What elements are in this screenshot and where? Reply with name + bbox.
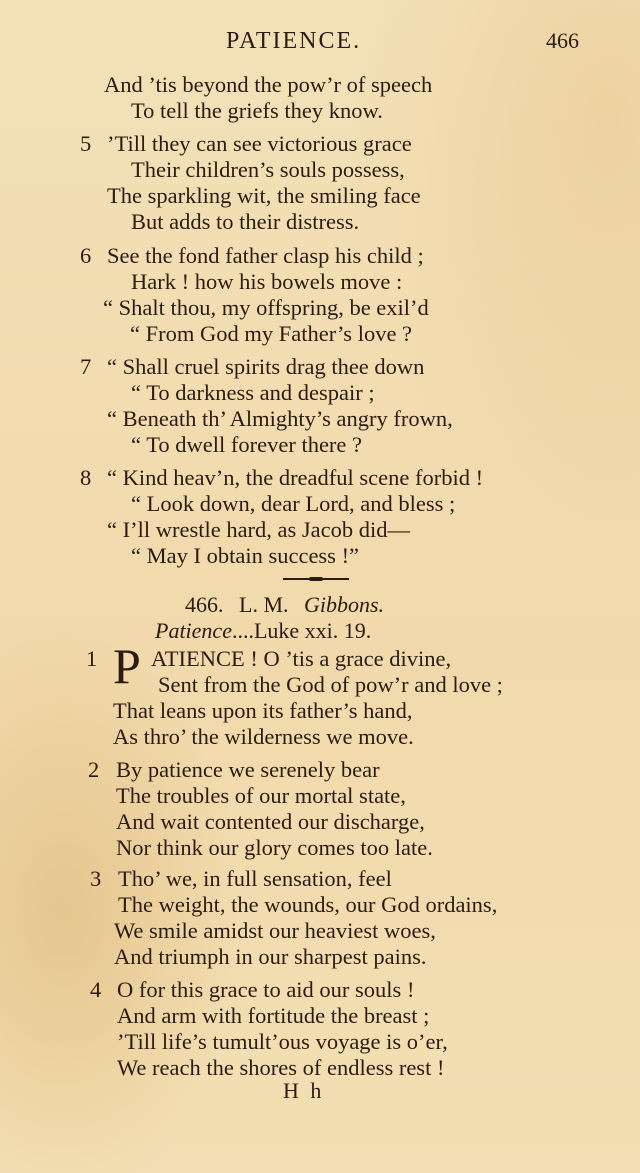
signature-mark: H h: [283, 1078, 325, 1103]
page-title: PATIENCE.: [226, 28, 362, 54]
verse-number: 3: [90, 866, 102, 891]
verse-line: As thro’ the wilderness we move.: [113, 724, 414, 749]
verse-line: We reach the shores of endless rest !: [117, 1055, 445, 1080]
verse-number: 5: [80, 131, 92, 156]
hymn-subtitle: [155, 618, 371, 644]
hymn-meter: L. M.: [239, 592, 289, 617]
verse-line: The weight, the wounds, our God ordains,: [118, 892, 498, 917]
hymn-heading: [185, 592, 384, 618]
verse-line: “ To dwell forever there ?: [131, 432, 363, 457]
verse-line: “ Beneath th’ Almighty’s angry frown,: [107, 406, 453, 431]
verse-number: 1: [86, 646, 98, 671]
drop-cap: P: [113, 638, 141, 694]
hymn-composer: Gibbons.: [304, 592, 385, 617]
hymn-scripture: ....Luke xxi. 19.: [231, 618, 372, 643]
verse-line: Tho’ we, in full sensation, feel: [118, 866, 392, 891]
verse-line: Hark ! how his bowels move :: [131, 269, 403, 294]
verse-number: 7: [80, 354, 92, 379]
verse-line: ’Till life’s tumult’ous voyage is o’er,: [117, 1029, 448, 1054]
verse-number: 8: [80, 465, 92, 490]
ornamental-rule: [283, 577, 349, 581]
verse-line: The sparkling wit, the smiling face: [107, 183, 421, 208]
running-header: [0, 28, 640, 60]
hymn-topic: Patience: [155, 618, 232, 643]
verse-line: See the fond father clasp his child ;: [107, 243, 424, 268]
verse-line: ’Till they can see victorious grace: [107, 131, 412, 156]
verse-line: The troubles of our mortal state,: [116, 783, 406, 808]
page-number: 466: [546, 28, 579, 53]
verse-line: “ Kind heav’n, the dreadful scene forbid !: [107, 465, 484, 490]
verse-line: And arm with fortitude the breast ;: [117, 1003, 430, 1028]
verse-line: We smile amidst our heaviest woes,: [114, 918, 436, 943]
verse-line: “ May I obtain success !”: [131, 543, 360, 568]
verse-line: That leans upon its father’s hand,: [113, 698, 413, 723]
verse-line: “ Look down, dear Lord, and bless ;: [131, 491, 456, 516]
verse-line: ATIENCE ! O ’tis a grace divine,: [151, 646, 452, 671]
verse-line: To tell the griefs they know.: [131, 98, 383, 123]
hymn-number: 466.: [185, 592, 224, 617]
verse-line: Nor think our glory comes too late.: [116, 835, 433, 860]
verse-line: And triumph in our sharpest pains.: [114, 944, 427, 969]
verse-line: “ Shall cruel spirits drag thee down: [107, 354, 425, 379]
verse-line: And ’tis beyond the pow’r of speech: [104, 72, 433, 97]
verse-number: 6: [80, 243, 92, 268]
verse-line: O for this grace to aid our souls !: [117, 977, 415, 1002]
verse-line: “ Shalt thou, my offspring, be exil’d: [103, 295, 429, 320]
verse-number: 4: [90, 977, 102, 1002]
verse-line: And wait contented our discharge,: [116, 809, 425, 834]
verse-line: By patience we serenely bear: [116, 757, 380, 782]
verse-line: “ To darkness and despair ;: [131, 380, 375, 405]
verse-line: Their children’s souls possess,: [131, 157, 405, 182]
verse-number: 2: [88, 757, 100, 782]
verse-line: Sent from the God of pow’r and love ;: [158, 672, 503, 697]
verse-line: But adds to their distress.: [131, 209, 360, 234]
verse-line: “ I’ll wrestle hard, as Jacob did—: [107, 517, 411, 542]
verse-line: “ From God my Father’s love ?: [130, 321, 413, 346]
